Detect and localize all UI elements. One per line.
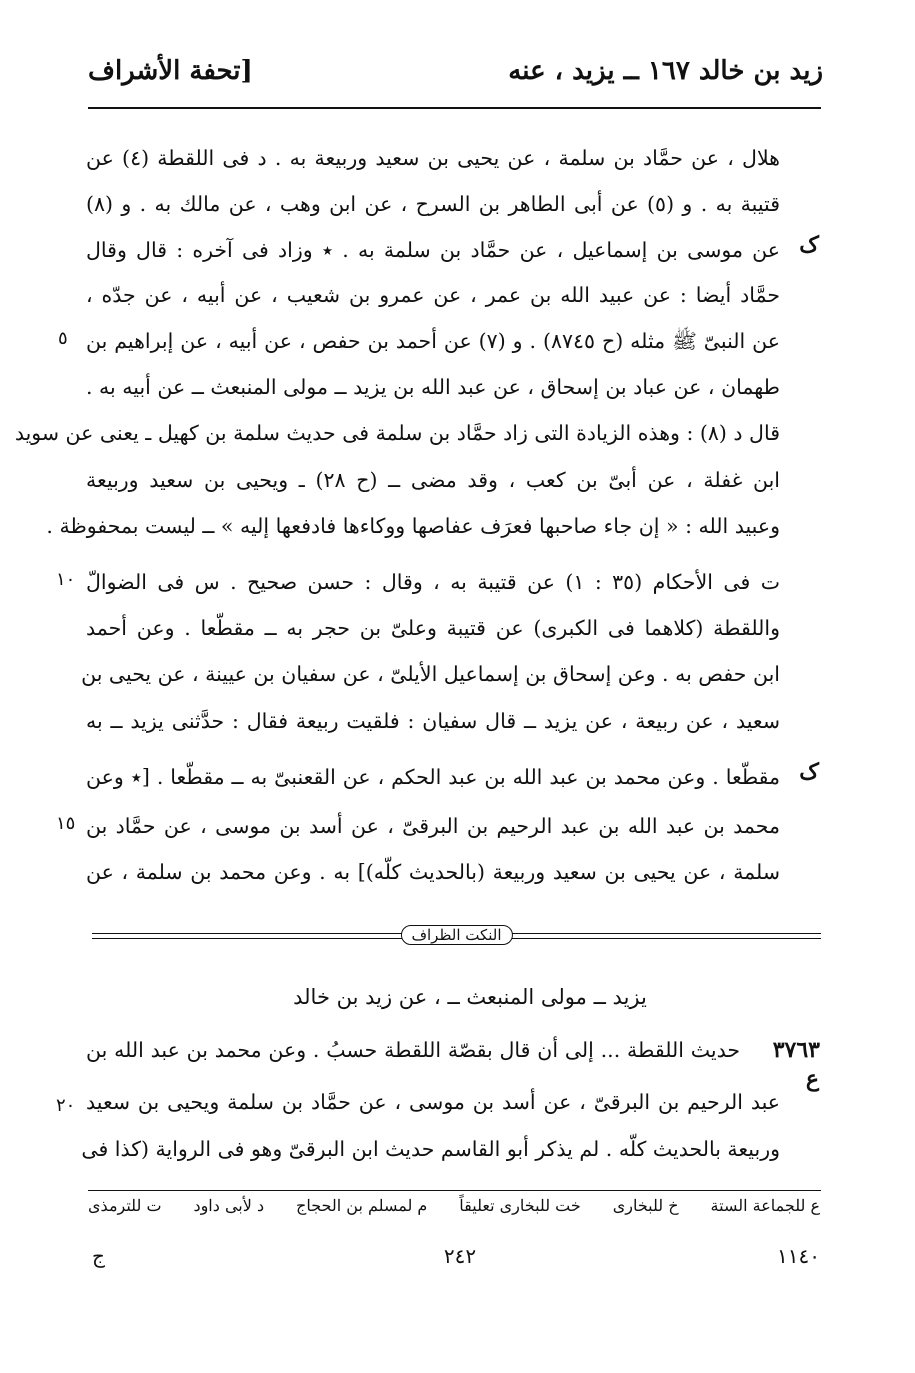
body-line: وعبيد الله : « إن جاء صاحبها فعرَف عفاصها ووكاءها فادفعها إليه » ــ ليست بمحفوظة . bbox=[46, 514, 780, 538]
body-line: قتيبة به . و (٥) عن أبى الطاهر بن السرح ، عن ابن وهب ، عن مالك به . و (٨) bbox=[86, 192, 780, 216]
ornament-rule-right bbox=[486, 933, 821, 939]
abbreviation-item: خت للبخارى تعليقاً bbox=[459, 1196, 581, 1215]
page-number-right: ١١٤٠ bbox=[777, 1244, 820, 1268]
section-subtitle: يزيد ــ مولى المنبعث ــ ، عن زيد بن خالد bbox=[293, 985, 647, 1009]
volume-letter: ج bbox=[92, 1244, 105, 1268]
abbreviation-item: خ للبخارى bbox=[612, 1196, 679, 1215]
page-number-center: ٢٤٢ bbox=[443, 1244, 477, 1268]
section-line: حديث اللقطة ... إلى أن قال بقصّة اللقطة حسبُ . وعن محمد بن عبد الله بن bbox=[86, 1038, 740, 1062]
body-line: عن النبىّ ﷺ مثله (ح ٨٧٤٥) . و (٧) عن أحمد بن حفص ، عن أبيه ، عن إبراهيم بن bbox=[86, 329, 780, 353]
section-line: وربيعة بالحديث كلّه . لم يذكر أبو القاسم حديث ابن البرقىّ وهو فى الرواية (كذا فى bbox=[81, 1137, 780, 1161]
margin-mark-kaf: ک bbox=[799, 232, 819, 258]
margin-mark-ayn: ع bbox=[805, 1066, 819, 1092]
body-line: عن موسى بن إسماعيل ، عن حمَّاد بن سلمة به . ٭ وزاد فى آخره : قال وقال bbox=[86, 238, 780, 262]
entry-number: ٣٧٦٣ bbox=[772, 1037, 820, 1063]
abbreviation-item: د لأبى داود bbox=[193, 1196, 265, 1215]
abbreviation-item: ع للجماعة الستة bbox=[710, 1196, 820, 1215]
header-rule bbox=[88, 107, 821, 109]
body-line: قال د (٨) : وهذه الزيادة التى زاد حمَّاد بن سلمة فى حديث سلمة بن كهيل ـ يعنى عن سويد bbox=[14, 421, 780, 445]
body-line: ابن حفص به . وعن إسحاق بن إسماعيل الأيلىّ ، عن سفيان بن عيينة ، عن يحيى بن bbox=[81, 662, 780, 686]
body-line: طهمان ، عن عباد بن إسحاق ، عن عبد الله بن يزيد ــ مولى المنبعث ــ عن أبيه به . bbox=[86, 375, 780, 399]
margin-mark-kaf: ک bbox=[799, 759, 819, 785]
running-head-left: [تحفة الأشراف bbox=[88, 56, 253, 86]
line-number: ٥ bbox=[58, 328, 68, 349]
footer-rule bbox=[88, 1190, 821, 1191]
body-line: هلال ، عن حمَّاد بن سلمة ، عن يحيى بن سعيد وربيعة به . د فى اللقطة (٤) عن bbox=[86, 146, 780, 170]
line-number: ١٠ bbox=[56, 569, 76, 590]
line-number: ١٥ bbox=[56, 813, 76, 834]
body-line: واللقطة (كلاهما فى الكبرى) عن قتيبة وعلىّ بن حجر به ــ مقطّعا . وعن أحمد bbox=[86, 616, 780, 640]
line-number: ٢٠ bbox=[56, 1095, 76, 1116]
running-head-right: زيد بن خالد ١٦٧ ــ يزيد ، عنه bbox=[508, 56, 823, 86]
section-line: عبد الرحيم بن البرقىّ ، عن أسد بن موسى ، عن حمَّاد بن سلمة ويحيى بن سعيد bbox=[86, 1090, 780, 1114]
body-line: محمد بن عبد الله بن عبد الرحيم بن البرقىّ ، عن أسد بن موسى ، عن حمَّاد بن bbox=[86, 814, 780, 838]
ornament-divider bbox=[92, 925, 821, 951]
body-line: مقطّعا . وعن محمد بن عبد الله بن عبد الحكم ، عن القعنبىّ به ــ مقطّعا . [٭ وعن bbox=[86, 765, 780, 789]
abbreviation-item: ت للترمذى bbox=[88, 1196, 162, 1215]
abbreviation-key bbox=[88, 1196, 820, 1215]
body-line: ابن غفلة ، عن أبىّ بن كعب ، وقد مضى ــ (ح ٢٨) ـ ويحيى بن سعيد وربيعة bbox=[86, 468, 781, 492]
ornament-label: النكت الظراف bbox=[400, 925, 512, 945]
body-line: سلمة ، عن يحيى بن سعيد وربيعة (بالحديث كلّه)] به . وعن محمد بن سلمة ، عن bbox=[86, 860, 780, 884]
abbreviation-item: م لمسلم بن الحجاج bbox=[296, 1196, 428, 1215]
ornament-rule-left bbox=[92, 933, 427, 939]
body-line: حمَّاد أيضا : عن عبيد الله بن عمر ، عن عمرو بن شعيب ، عن أبيه ، عن جدّه ، bbox=[86, 283, 780, 307]
body-line: سعيد ، عن ربيعة ، عن يزيد ــ قال سفيان : فلقيت ربيعة فقال : حدَّثنى يزيد ــ به bbox=[86, 709, 780, 733]
body-line: ت فى الأحكام (٣٥ : ١) عن قتيبة به ، وقال : حسن صحيح . س فى الضوالّ bbox=[86, 570, 780, 594]
